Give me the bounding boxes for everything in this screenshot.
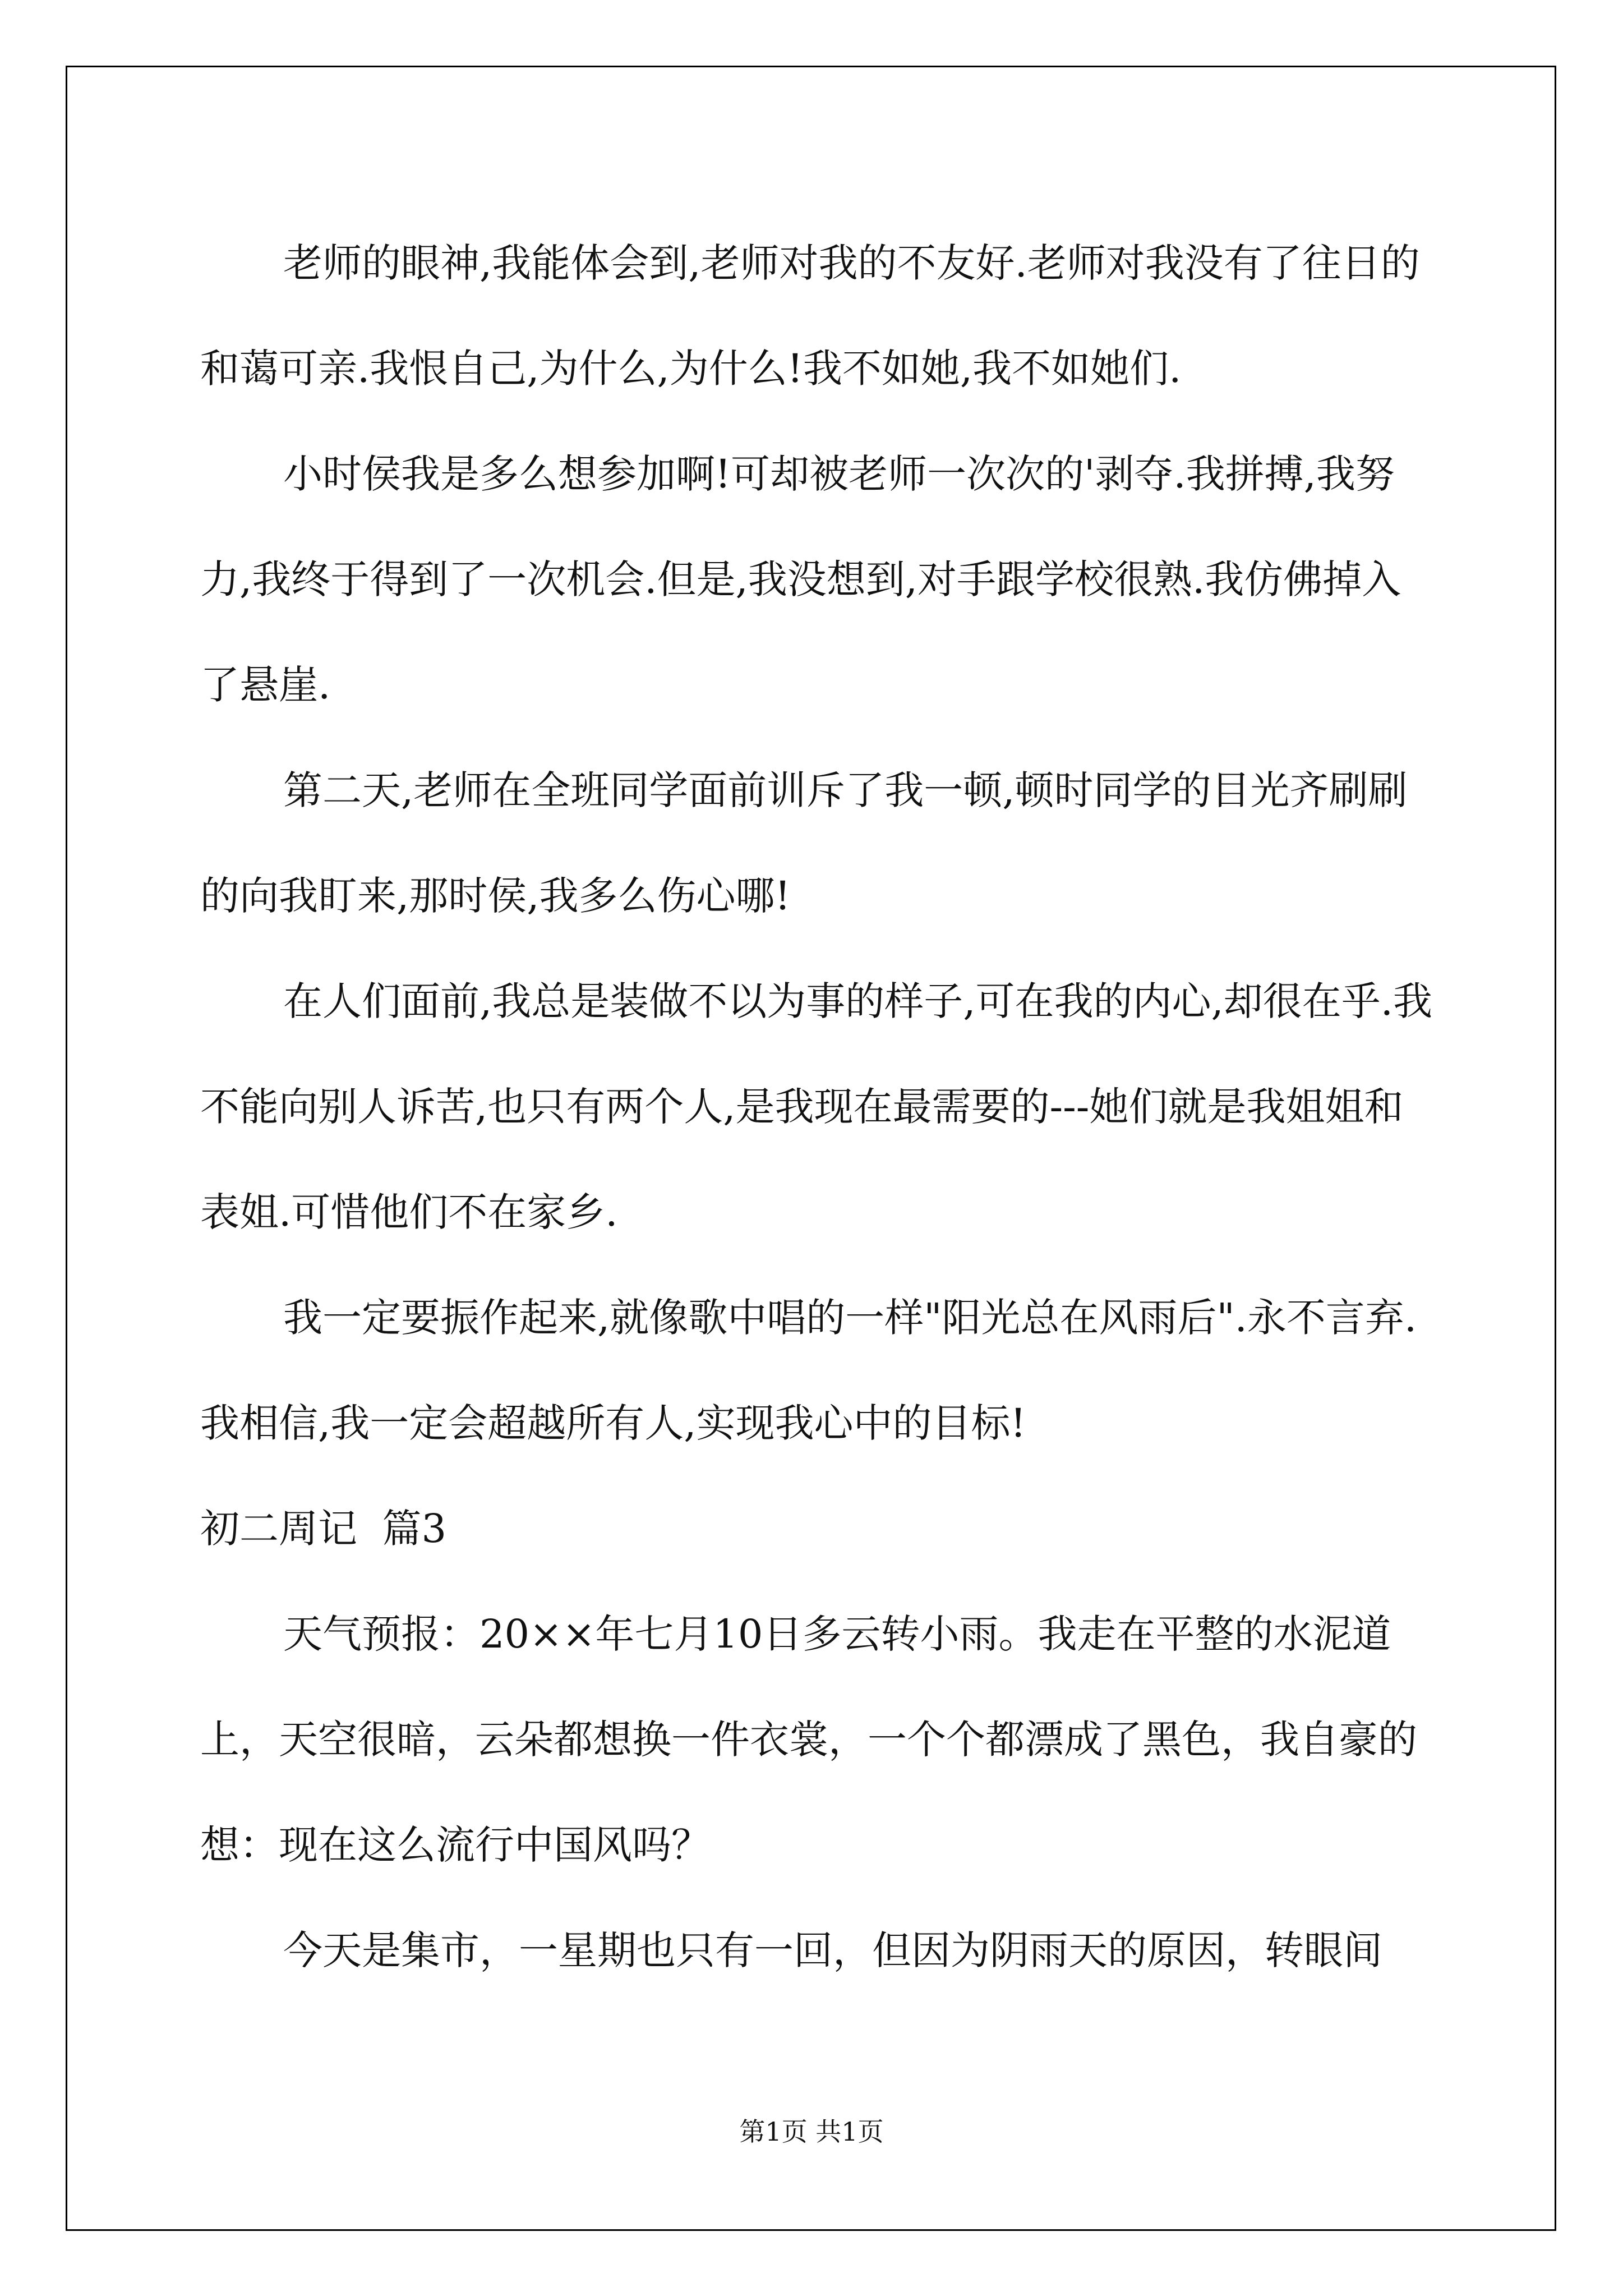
paragraph: 今天是集市，一星期也只有一回，但因为阴雨天的原因，转眼间 [283,1927,1382,1973]
paragraph: 在人们面前,我总是装做不以为事的样子,可在我的内心,却很在乎.我不能向别人诉苦,也只有两个人,是我现在最需要的---她们就是我姐姐和表姐.可惜他们不在家乡. [200,978,1433,1235]
paragraph: 第二天,老师在全班同学面前训斥了我一顿,顿时同学的目光齐刷刷的向我盯来,那时侯,我多么伤心哪! [200,767,1408,919]
paragraph: 老师的眼神,我能体会到,老师对我的不友好.老师对我没有了往日的和蔼可亲.我恨自己,为什么,为什么!我不如她,我不如她们. [200,240,1420,392]
paragraph: 我一定要振作起来,就像歌中唱的一样"阳光总在风雨后".永不言弃.我相信,我一定会超越所有人,实现我心中的目标! [200,1295,1417,1446]
paragraph: 小时侯我是多么想参加啊!可却被老师一次次的'剥夺.我拼搏,我努力,我终于得到了一次机会.但是,我没想到,对手跟学校很熟.我仿佛掉入了悬崖. [200,451,1401,708]
page-footer: 第1页 共1页 [739,2116,884,2147]
paragraph: 天气预报：20××年七月10日多云转小雨。我走在平整的水泥道上，天空很暗，云朵都想换一件衣裳，一个个都漂成了黑色，我自豪的想：现在这么流行中国风吗？ [200,1611,1417,1868]
document-body [200,210,1434,2003]
section-heading: 初二周记 篇3 [200,1506,447,1552]
